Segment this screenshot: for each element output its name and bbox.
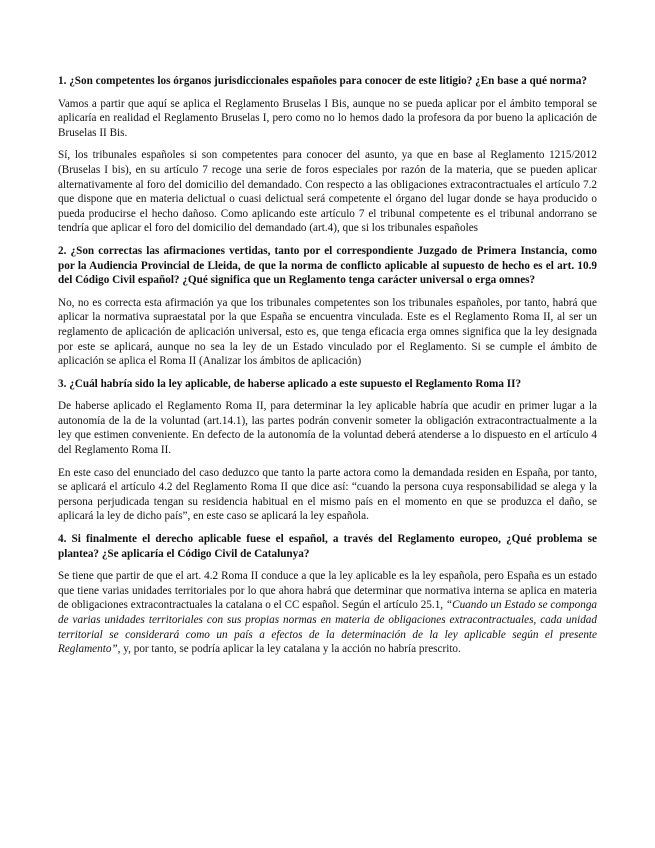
answer-4-quote-italic: “Cuando un Estado se componga de varias unidades territoriales con sus propias normas en materia de obligaciones extracontractuales, cada unidad territorial se considerará como un país a efectos de la determinación de la ley aplicable según el presente Reglamento”,	[58, 599, 597, 656]
question-2: 2. ¿Son correctas las afirmaciones vertidas, tanto por el correspondiente Juzgado de Primera Instancia, como por la Audiencia Provincial de Lleida, de que la norma de conflicto aplicable al supuesto de hecho es el art. 10.9 del Código Civil español? ¿Qué significa que un Reglamento tenga carácter universal o erga omnes?	[58, 244, 597, 287]
answer-4-text-before: Se tiene que partir de que el art. 4.2 Roma II conduce a que la ley aplicable es la ley española, pero España es un estado que tiene varias unidades territoriales por lo que ahora habrá que determinar que normativa interna se aplica en materia de obligaciones extracontractuales la catalana o el CC español. Según el artículo 25.1,	[58, 570, 597, 612]
answer-3-paragraph-1: De haberse aplicado el Reglamento Roma II, para determinar la ley aplicable habría que acudir en primer lugar a la autonomía de la de la voluntad (art.14.1), las partes podrán convenir someter la obligación extracontractualmente a la ley que estimen conveniente. En defecto de la autonomía de la voluntad deberá atenderse a lo dispuesto en el artículo 4 del Reglamento Roma II.	[58, 400, 597, 457]
question-1: 1. ¿Son competentes los órganos jurisdiccionales españoles para conocer de este litigio? ¿En base a qué norma?	[58, 75, 588, 87]
answer-1-paragraph-1: Vamos a partir que aquí se aplica el Reglamento Bruselas I Bis, aunque no se pueda aplicar por el ámbito temporal se aplicaría en realidad el Reglamento Bruselas I, pero como no lo hemos dado la profesora da por bueno la aplicación de Bruselas II Bis.	[58, 97, 597, 139]
question-4: 4. Si finalmente el derecho aplicable fuese el español, a través del Reglamento europeo, ¿Qué problema se plantea? ¿Se aplicaría el Código Civil de Catalunya?	[58, 533, 597, 560]
answer-4-paragraph-1	[58, 569, 597, 657]
answer-2-paragraph-1: No, no es correcta esta afirmación ya que los tribunales competentes son los tribunales españoles, por tanto, habrá que aplicar la normativa supraestatal por la que España se encuentra vinculada. Este es el Reglamento Roma II, al ser un reglamento de aplicación de aplicación universal, esto es, que tenga eficacia erga omnes significa que la ley designada por este se aplicará, aunque no sea la ley de un Estado vinculado por el Reglamento. Si se cumple el ámbito de aplicación se aplica el Roma II (Analizar los ámbitos de aplicación)	[58, 296, 597, 368]
answer-1-paragraph-2: Sí, los tribunales españoles si son competentes para conocer del asunto, ya que en base al Reglamento 1215/2012 (Bruselas I bis), en su artículo 7 recoge una serie de foros especiales por razón de la materia, que se pueden aplicar alternativamente al foro del domicilio del demandado. Con respecto a las obligaciones extracontractuales el artículo 7.2 que dispone que en materia delictual o cuasi delictual será competente el órgano del lugar donde se haya producido o pueda producirse el hecho dañoso. Como aplicando este artículo 7 el tribunal competente es el tribunal andorrano se tendría que aplicar el foro del domicilio del demandado (art.4), que si los tribunales españoles	[58, 149, 597, 235]
answer-4-text-after: y, por tanto, se podría aplicar la ley catalana y la acción no habría prescrito.	[120, 643, 461, 656]
answer-3-paragraph-2: En este caso del enunciado del caso deduzco que tanto la parte actora como la demandada residen en España, por tanto, se aplicará el artículo 4.2 del Reglamento Roma II que dice así: “cuando la persona cuya responsabilidad se alega y la persona perjudicada tengan su residencia habitual en el mismo país en el momento en que se produzca el daño, se aplicará la ley de dicho país”, en este caso se aplicará la ley española.	[58, 466, 597, 523]
question-3: 3. ¿Cuál habría sido la ley aplicable, de haberse aplicado a este supuesto el Reglamento Roma II?	[58, 377, 522, 390]
